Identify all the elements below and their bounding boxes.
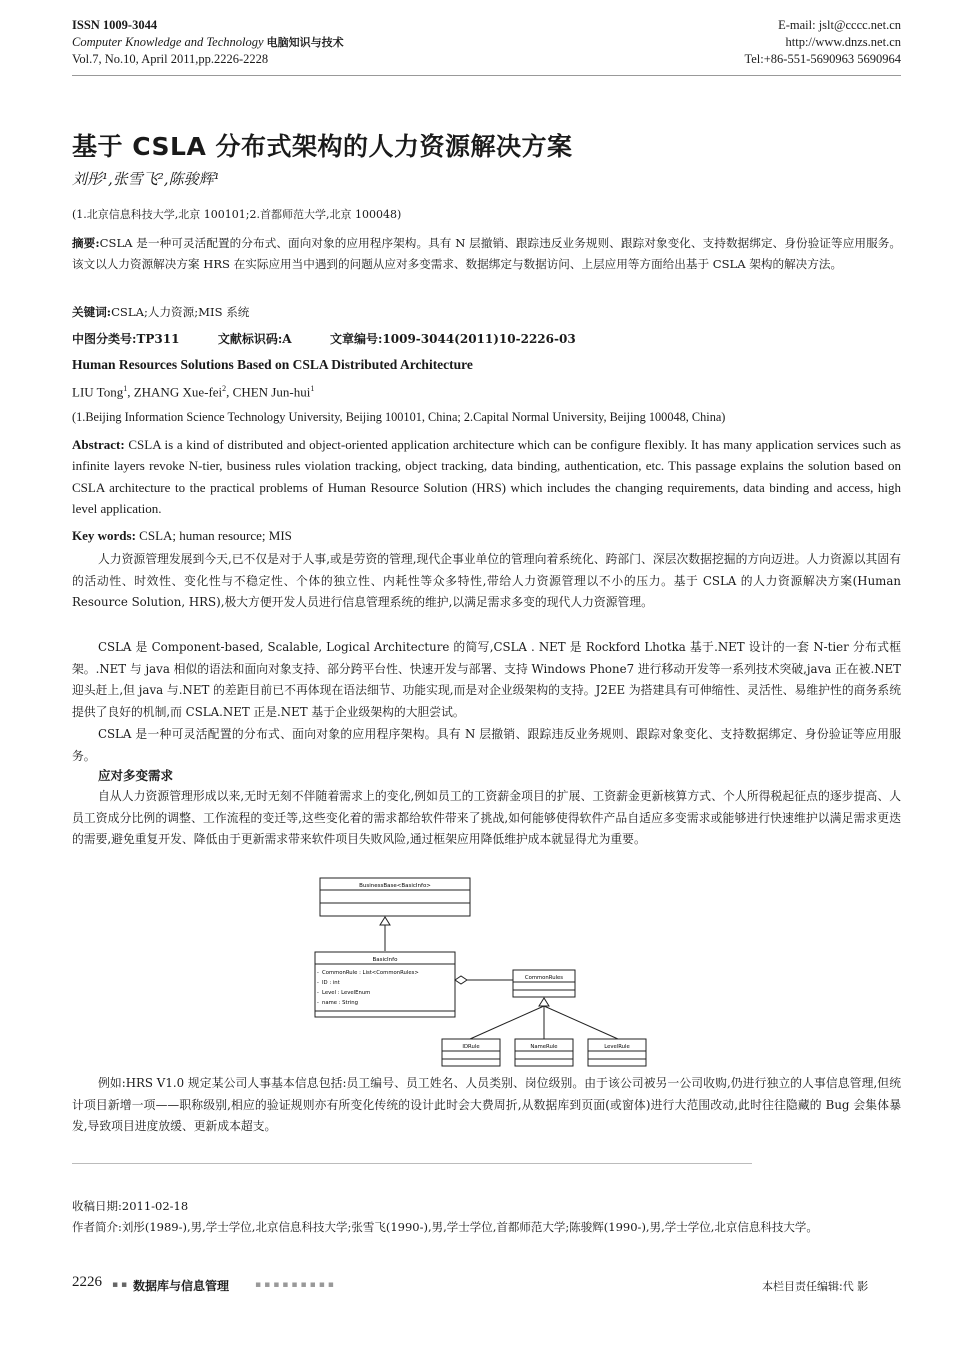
body-paragraph-4: 自从人力资源管理形成以来,无时无刻不伴随着需求上的变化,例如员工的工资薪金项目的扩展、工资薪金更新核算方式、个人所得税起征点的逐步提高、人员工资成分比例的调整、工作流程的变迁等,这些变化着的需求都给软件带来了挑战,如何能够使得软件产品自适应多变需求或能够进行快速维护以满足需求更迭的需要,避免重复开发、降低由于更新需求带来软件项目失败风险,通过框架应用降低维护成本就显得尤为重要。 <box>72 789 901 846</box>
author-bio <box>72 1217 901 1237</box>
classification-line <box>72 330 901 347</box>
volume-info: Vol.7, No.10, April 2011,pp.2226-2228 <box>72 52 269 66</box>
uml-basic-info <box>315 952 455 1017</box>
article-no-label: 文章编号: <box>329 332 383 346</box>
affiliation-cn: (1.北京信息科技大学,北京 100101;2.首都师范大学,北京 100048) <box>72 208 402 221</box>
uml-attr-3: Level : LevelEnum <box>322 990 371 996</box>
uml-class-diagram <box>300 876 660 1076</box>
keywords-en-text: CSLA; human resource; MIS <box>139 528 292 543</box>
uml-rule-line-3 <box>544 1006 618 1039</box>
uml-attr-4: name : String <box>322 1000 358 1006</box>
uml-level-rule-label: LevelRule <box>604 1044 630 1050</box>
journal-header-left <box>72 17 492 68</box>
page-title: 基于 CSLA 分布式架构的人力资源解决方案 <box>72 132 573 161</box>
author-en-1-sup: 1 <box>123 384 128 393</box>
affiliation-en: (1.Beijing Information Science Technology University, Beijing 100101, China; 2.Capital Normal University, Beijing 100048, China) <box>72 410 726 424</box>
body-paragraph-5: 例如:HRS V1.0 规定某公司人事基本信息包括:员工编号、员工姓名、人员类别、岗位级别。由于该公司被另一公司收购,仍进行独立的人事信息管理,但统计项目新增一项——职称级别,相应的验证规则亦有所变化传统的设计此时会大费周折,从数据库到页面(或窗体)进行大范围改动,此时往往隐藏的 Bug 会集体暴发,导致项目进度放缓、更新成本超支。 <box>72 1076 901 1133</box>
uml-rules-inherit-arrow <box>539 998 549 1006</box>
abstract-cn-label: 摘要: <box>72 236 100 250</box>
uml-common-rules <box>513 970 575 997</box>
journal-name <box>72 34 492 51</box>
uml-attr-2: ID : int <box>322 980 340 986</box>
uml-bullet-2: - <box>317 980 319 986</box>
uml-bullet-1: - <box>317 970 319 976</box>
abstract-en-label: Abstract: <box>72 437 125 452</box>
uml-level-rule <box>588 1039 646 1066</box>
section-heading-1: 应对多变需求 <box>98 768 174 783</box>
bio-label: 作者简介: <box>72 1220 122 1234</box>
keywords-en <box>72 525 901 546</box>
uml-name-rule-label: NameRule <box>530 1044 558 1050</box>
uml-name-rule <box>515 1039 573 1066</box>
article-no-value: 1009-3044(2011)10-2226-03 <box>382 332 576 346</box>
uml-bullet-3: - <box>317 990 319 996</box>
authors-cn: 刘彤¹,张雪飞²,陈骏辉¹ <box>72 170 220 188</box>
email: E-mail: jslt@cccc.net.cn <box>778 18 901 32</box>
issn: ISSN 1009-3044 <box>72 18 158 32</box>
website: http://www.dnzs.net.cn <box>785 35 901 49</box>
title-en: Human Resources Solutions Based on CSLA Distributed Architecture <box>72 357 473 372</box>
doc-code-label: 文献标识码: <box>217 332 283 346</box>
abstract-cn <box>72 233 901 276</box>
footer-magazine: 数据库与信息管理 <box>133 1279 230 1293</box>
author-en-3-sup: 1 <box>310 384 315 393</box>
uml-inherit-arrow <box>380 917 390 925</box>
header-rule <box>72 75 901 76</box>
bio-text: 刘彤(1989-),男,学士学位,北京信息科技大学;张雪飞(1990-),男,学士学位,首都师范大学;陈骏辉(1990-),男,学士学位,北京信息科技大学。 <box>121 1220 818 1234</box>
keywords-en-label: Key words: <box>72 528 136 543</box>
abstract-en-text: CSLA is a kind of distributed and object-oriented application architecture which can be configure flexibly. It has many application services such as infinite layers revoke N-tier, business rules violation tracking, object tracking, data binding, authentication, etc. This passage explains the solution based on CSLA architecture to the practical problems of Human Resource Solution (HRS) which includes the changing requirements, data binding and access, high level application. <box>72 437 901 516</box>
uml-business-base <box>320 878 470 916</box>
clc-value: TP311 <box>136 332 180 346</box>
author-en-3: CHEN Jun-hui <box>232 384 311 400</box>
keywords-cn <box>72 302 901 323</box>
uml-id-rule <box>442 1039 500 1066</box>
journal-header-right <box>541 17 901 68</box>
uml-basic-info-label: BasicInfo <box>372 957 398 963</box>
telephone: Tel:+86-551-5690963 5690964 <box>744 52 901 66</box>
authors-en: LIU Tong$^1$, ZHANG Xue-fei$^2$, CHEN Jun-hui$^1$ <box>72 384 315 400</box>
page-number: 2226 <box>72 1274 102 1290</box>
received-date <box>72 1196 188 1216</box>
author-en-2-sup: 2 <box>222 384 227 393</box>
keywords-cn-label: 关键词: <box>72 305 112 319</box>
received-value: 2011-02-18 <box>121 1199 189 1213</box>
abstract-cn-text: CSLA 是一种可灵活配置的分布式、面向对象的应用程序架构。具有 N 层撤销、跟踪违反业务规则、跟踪对象变化、支持数据绑定、身份验证等应用服务。该文以人力资源解决方案 HRS 在实际应用当中遇到的问题从应对多变需求、数据绑定与数据访问、上层应用等方面给出基于 CSLA 架构的解决方法。 <box>72 236 902 272</box>
body-paragraph-1: 人力资源管理发展到今天,已不仅是对于人事,或是劳资的管理,现代企事业单位的管理向着系统化、跨部门、深层次数据挖掘的方向迈进。人力资源以其固有的活动性、时效性、变化性与不稳定性、个体的独立性、内耗性等众多特性,带给人力资源管理以不小的压力。基于 CSLA 的人力资源解决方案(Human Resource Solution, HRS),极大方便开发人员进行信息管理系统的维护,以满足需求多变的现代人力资源管理。 <box>72 552 901 609</box>
clc-label: 中图分类号: <box>72 332 137 346</box>
received-label: 收稿日期: <box>72 1199 122 1213</box>
footnote-rule <box>72 1163 752 1164</box>
uml-bullet-4: - <box>317 1000 319 1006</box>
uml-rule-line-1 <box>470 1006 544 1039</box>
footer-dots-left: ▪ ▪ <box>112 1280 128 1290</box>
uml-business-base-label: BusinessBase<BasicInfo> <box>359 883 431 889</box>
body-paragraph-2: CSLA 是 Component-based, Scalable, Logical Architecture 的简写,CSLA . NET 是 Rockford Lhotka 基于.NET 设计的一套 N-tier 分布式框架。.NET 与 java 相似的语法和面向对象支持、部分跨平台性、快速开发与部署、支持 Windows Phone7 进行移动开发等一系列技术突破,java 正在被.NET 迎头赶上,但 java 与.NET 的差距目前已不再体现在语法细节、功能实现,而是对企业级架构的支持。J2EE 为搭建具有可伸缩性、灵活性、易维护性的商务系统提供了良好的机制,而 CSLA.NET 正是.NET 基于企业级架构的大胆尝试。 <box>72 640 901 719</box>
author-en-1: LIU Tong <box>72 384 124 400</box>
journal-name-cn: 电脑知识与技术 <box>266 36 344 49</box>
uml-id-rule-label: IDRule <box>462 1044 480 1050</box>
keywords-cn-text: CSLA;人力资源;MIS 系统 <box>111 305 250 319</box>
footer-dots-right: ▪▪▪▪▪▪▪▪▪ <box>255 1280 337 1290</box>
body-paragraph-3: CSLA 是一种可灵活配置的分布式、面向对象的应用程序架构。具有 N 层撤销、跟踪违反业务规则、跟踪对象变化、支持数据绑定、身份验证等应用服务。 <box>72 727 901 763</box>
journal-name-en: Computer Knowledge and Technology <box>72 35 264 49</box>
footer-editor: 本栏目责任编辑:代 影 <box>762 1280 869 1293</box>
uml-aggregation-diamond <box>455 976 467 984</box>
doc-code-value: A <box>282 332 292 346</box>
uml-common-rules-label: CommonRules <box>524 975 564 981</box>
author-en-2: ZHANG Xue-fei <box>133 384 223 400</box>
uml-attr-1: CommonRule : List<CommonRules> <box>322 970 419 976</box>
abstract-en <box>72 434 901 519</box>
